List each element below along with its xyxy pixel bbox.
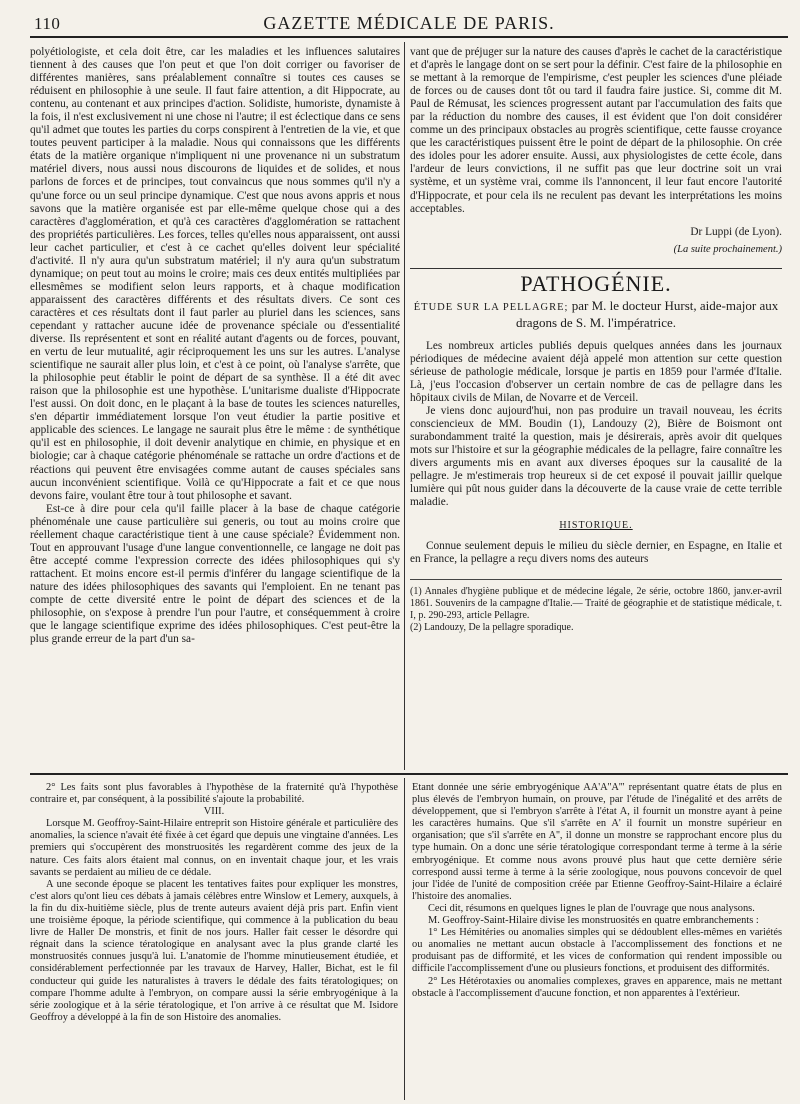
paragraph: 2° Les Hétérotaxies ou anomalies complexes, graves en apparence, mais ne mettant obstacle à l'accomplissement d'aucune fonction, et non apparentes à l'extérieur.	[412, 975, 782, 999]
bottom-left-column	[30, 782, 398, 1100]
section-title: PATHOGÉNIE.	[520, 270, 672, 296]
page-number: 110	[34, 14, 61, 33]
page-header	[30, 10, 788, 38]
paragraph: A une seconde époque se placent les tentatives faites pour expliquer les monstres, c'est alors qu'ont lieu ces débats à jamais célèbres entre Winslow et Lemery, auxquels, à la fin du dix-huitième siècle, plus de trente auteurs avaient déjà pris part. Enfin vient une troisième époque, la période scientifique, qui commence à la publication du beau livre de Haller De monstris, et finit de nos jours. Haller fait cesser le désordre qui régnait dans la science tératologique en analysant avec la plus grande clarté les monstruosités connues jusqu'à lui. L'anatomie de l'homme minutieusement étudiée, et considérablement perfectionnée par les travaux de Harvey, Haller, Bichat, est le fil conducteur qui guide les naturalistes à travers le dédale des faits tératologiques; on compare l'homme adulte à l'embryon, on compare aussi la série embryogénique à la série zoologique et à la série tératologique, et l'on arrive à ce résultat que M. Isidore Geoffroy a développé à la fin de son Histoire des anomalies.	[30, 878, 398, 1023]
paragraph: 1° Les Hémitéries ou anomalies simples qui se dédoublent elles-mêmes en variétés ou anomalies ne mettant aucun obstacle à l'accomplissement des fonctions et ne produisant pas de difformité, et les vices de conformation qui rendent impossible ou difficile l'accomplissement d'une ou plusieurs fonctions, et produisent des difformités.	[412, 927, 782, 975]
subtitle-caps: ÉTUDE SUR LA PELLAGRE;	[413, 301, 569, 313]
footnotes	[410, 579, 782, 634]
historique-heading: HISTORIQUE.	[559, 520, 633, 532]
publication-title: GAZETTE MÉDICALE DE PARIS.	[263, 13, 555, 33]
author-signature: Dr Luppi (de Lyon).	[690, 225, 782, 238]
paragraph: Je viens donc aujourd'hui, non pas produire un travail nouveau, les écrits consciencieux de MM. Boudin (1), Landouzy (2), Bière de Boismont ont surabondamment traité la question, mais je désirerais, après avoir dit quelques mots sur l'histoire et sur la géographie médicales de la pellagre, faire connaître les divers arguments mis en avant aux diverses époques sur la causalité de la pellagre. Je m'estimerais trop heureux si de cet exposé il pouvait jaillir quelque lumière qui pût nous guider dans la découverte de la cause vraie de cette terrible maladie.	[410, 404, 782, 509]
subtitle-rest: par M. le docteur Hurst, aide-major aux dragons de S. M. l'impératrice.	[515, 297, 779, 330]
paragraph: 2° Les faits sont plus favorables à l'hypothèse de la fraternité qu'à l'hypothèse contraire et, par conséquent, à la possibilité s'ajoute la probabilité.	[30, 782, 398, 806]
section-divider	[410, 268, 782, 269]
section-number: VIII.	[203, 806, 225, 818]
horizontal-divider	[30, 773, 788, 775]
paragraph: Est-ce à dire pour cela qu'il faille placer à la base de chaque catégorie phénoménale une cause particulière sui generis, ou tout au moins croire que réellement chaque caractéristique tient à une cause spéciale? Évidemment non. Tout en approuvant l'usage d'une langue conventionnelle, ce langage ne doit pas être accepté comme l'expression correcte des idées philosophiques qui s'y rattachent. Et moins encore est-il permis d'inférer du langage scientifique de la nature des idées philosophiques des savants qui l'emploient. En ne tenant pas compte de cette diversité entre le point de départ des sciences et de la philosophie, on s'expose à prendre l'un pour l'autre, et conséquemment à croire que le langage scientifique exprime des idées philosophiques. C'est peut-être la plus grande erreur de la part d'un sa-	[30, 502, 400, 646]
bottom-right-column	[412, 782, 782, 1100]
footnote: (2) Landouzy, De la pellagre sporadique.	[410, 621, 574, 633]
paragraph: vant que de préjuger sur la nature des causes d'après le cachet de la caractéristique et d'après le langage dont on se sert pour la définir. C'est faire de la philosophie en se mettant à la remorque de l'empirisme, c'est peupler les sciences d'une pléiade de forces ou de causes dont tôt ou tard il faudra faire justice. Si, comme dit M. Paul de Rémusat, les sciences progressent autant par l'accumulation des faits que par la réduction du nombre des causes, il est évident que l'on doit considérer comme un des principaux obstacles au progrès scientifique, cette fausse croyance que les caractéristiques puissent être le point de départ de la philosophie. On crée des idoles pour les adorer ensuite. Aussi, aux physiologistes de cette école, dans l'ardeur de leurs convictions, il ne suffit pas que leur doctrine soit un vrai système, et un système vrai, comme ils l'annoncent, il leur faut encore l'autorité d'Hippocrate, et pour cela ils ne reculent pas devant les interprétations les moins acceptables.	[410, 46, 782, 215]
left-column	[30, 46, 400, 768]
paragraph: Etant donnée une série embryogénique AA'A''A''' représentant quatre états de plus en plus élevés de l'embryon humain, on prouve, par l'étude de l'inégalité et des arrêts de développement, que si l'embryon s'arrête à l'état A, il fournit un monstre ayant à peine les caractères humains. Que s'il s'arrête en A' il fournit un monstre supérieur en organisation; que s'il s'arrête en A'', il donne un monstre se rapprochant encore plus du type humain. On a donc une série tératologique correspondant terme à terme à la série embryogénique. Et comme nous avons prouvé plus haut que cette dernière série correspond aussi terme à terme à la série zoologique, nous pouvons concevoir de quel jour l'idée de l'unité de composition créée par Etienne Geoffroy-Saint-Hilaire a éclairé l'histoire des anomalies.	[412, 782, 782, 902]
continuation-note: (La suite prochainement.)	[673, 243, 782, 255]
right-column	[410, 46, 782, 768]
paragraph: M. Geoffroy-Saint-Hilaire divise les monstruosités en quatre embranchements :	[428, 915, 759, 927]
footnote: (1) Annales d'hygiène publique et de médecine légale, 2e série, octobre 1860, janv.er-avril 1861. Souvenirs de la campagne d'Italie.— Traité de géographie et de statistique médicale, t. I, p. 290-293, article Pellagre.	[410, 585, 782, 621]
column-divider-bottom	[404, 778, 405, 1100]
paragraph: Lorsque M. Geoffroy-Saint-Hilaire entreprit son Histoire générale et particulière des anomalies, la science n'avait été fixée à cet égard que depuis une vingtaine d'années. Les premiers qui s'occupèrent des monstruosités les regardèrent comme des jeux de la nature. Ces faits alors étaient mal connus, on en inventait chaque jour, et les vrais savants se perdaient au milieu de ce dédale.	[30, 818, 398, 878]
paragraph: Connue seulement depuis le milieu du siècle dernier, en Espagne, en Italie et en France, la pellagre a reçu divers noms des auteurs	[410, 540, 782, 566]
paragraph: polyétiologiste, et cela doit être, car les maladies et les influences salutaires tiennent à des causes que l'on peut et que l'on doit corriger ou favoriser de différentes manières, sans préalablement connaître si toutes ces causes se réduisent en philosophie à une seule. Il faut faire attention, a dit Hippocrate, au contenu, au contenant et aux principes d'action. Solidiste, humoriste, dynamiste à la fois, il n'est exclusivement ni une chose ni l'autre; il est éclectique dans ce sens qu'il admet que toutes les parties du corps conspirent à l'entretien de la vie, et que toutes peuvent participer à la maladie. Nous qui connaissons que les différents états de la matière organique n'impliquent ni une provenance ni un substratum matériel divers, nous aussi nous discourons de liquides et de solides, et nous parlons de forces et de principes, tout convaincus que nous sommes qu'il n'y a qu'une force ou un seul principe dynamique. C'est que nous avons appris et nous savons que la matière organisée est par elle-même quelque chose qui a des caractères d'agglomération, et qu'à ces caractères d'agglomération se rattachent des propriétés particulières. Les forces, telles qu'elles nous apparaissent, ont aussi leur cachet particulier, et c'est à ce cachet qu'elles doivent leur spécialité d'activité. Il n'y aura qu'un substratum matériel; il n'y aura qu'un substratum dynamique; on peut tout au moins le croire; mais ces deux entités multipliées par ellesmêmes se modifient selon leurs rapports, et à chaque modification apparaissent des caractères différents et des résultats divers. Ce sont ces caractères et ces résultats dont il faut parler au pluriel dans les sciences, sans cependant y rattacher aucune idée de provenance spéciale ou d'essentialité diverse. Ils représentent et sont en réalité autant d'agents ou de forces, pouvant, en vertu de leur mutualité, agir réciproquement les uns sur les autres. L'analyse scientifique ne saurait aller plus loin, et c'est à ce point, où l'analyse s'arrête, que la philosophie peut établir le point de départ de sa synthèse. Il a été dit avec raison que la philosophie est une hypothèse. L'unitarisme dualiste d'Hippocrate l'est aussi. On doit donc, en le plaçant à la base de toutes les sciences naturelles, s'en départir immédiatement lorsque l'on veut étudier la partie positive et applicable des sciences. Le langage ne saurait plus être le même : de synthétique qu'il est en philosophie, il doit devenir analytique en chimie, en physique et en biologie; car à chaque catégorie phénoménale se rattache un ordre d'actions et de réactions qui peuvent être envisagées comme autant de causes spéciales sans aucun inconvénient scientifique. Voilà ce qu'Hippocrate a fait et ce que nous devons faire, voulant être tour à tout philosophe et savant.	[30, 46, 400, 502]
column-divider-top	[404, 42, 405, 770]
paragraph: Les nombreux articles publiés depuis quelques années dans les journaux périodiques de médecine avaient déjà appelé mon attention sur cette question sérieuse de pathologie médicale, lorsque je partis en 1859 pour l'armée d'Italie. Là, j'eus l'occasion d'observer un certain nombre de cas de pellagre dans les hôpitaux civils de Milan, de Novarre et de Verceil.	[410, 339, 782, 404]
article-subtitle	[410, 298, 782, 330]
paragraph: Ceci dit, résumons en quelques lignes le plan de l'ouvrage que nous analysons.	[428, 902, 755, 914]
